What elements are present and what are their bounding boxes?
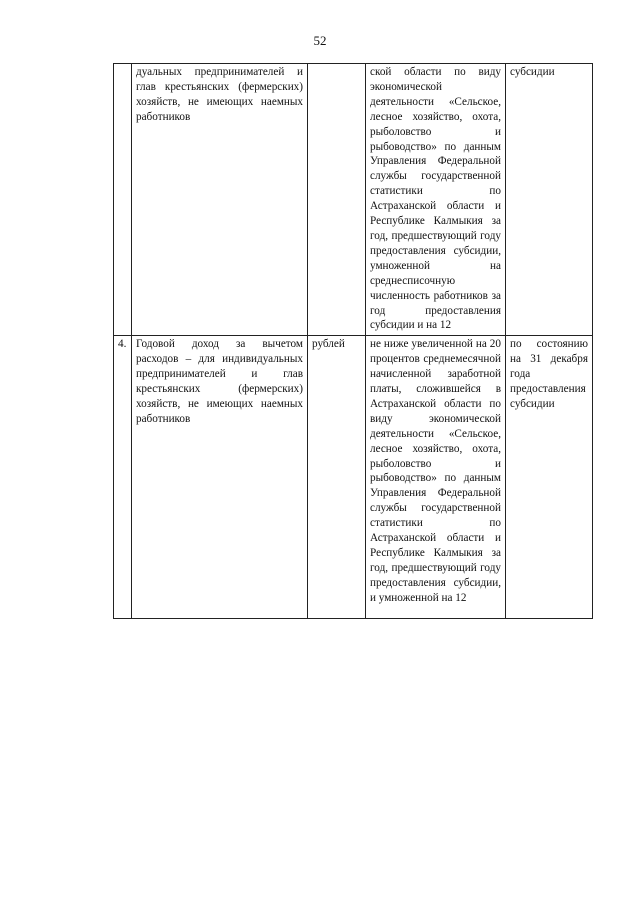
table-row — [114, 64, 593, 336]
table-row — [114, 336, 593, 619]
date-cell: субсидии — [506, 64, 593, 336]
page-number: 52 — [313, 33, 327, 48]
unit-cell — [308, 64, 366, 336]
indicator-cell: дуальных предпринимателей и глав крестьянских (фермерских) хозяйств, не имеющих наемных работников — [132, 64, 308, 336]
date-cell: по состоянию на 31 декабря года предоставления субсидии — [506, 336, 593, 619]
indicator-cell: Годовой доход за вычетом расходов – для индивидуальных предпринимателей и глав крестьянских (фермерских) хозяйств, не имеющих наемных работников — [132, 336, 308, 619]
row-number-cell — [114, 64, 132, 336]
unit-cell: рублей — [308, 336, 366, 619]
value-cell: ской области по виду экономической деятельности «Сельское, лесное хозяйство, охота, рыболовство и рыбоводство» по данным Управления Федеральной службы государственной статистики по Астраханской области и Республике Калмыкия за год, предшествующий году предоставления субсидии, умноженной на среднесписочную численность работников за год предоставления субсидии и на 12 — [366, 64, 506, 336]
criteria-table — [113, 63, 593, 619]
value-cell: не ниже увеличенной на 20 процентов среднемесячной начисленной заработной платы, сложившейся в Астраханской области по виду экономической деятельности «Сельское, лесное хозяйство, охота, рыболовство и рыбоводство» по данным Управления Федеральной службы государственной статистики по Астраханской области и Республике Калмыкия за год, предшествующий году предоставления субсидии, и умноженной на 12 — [366, 336, 506, 619]
row-number-cell: 4. — [114, 336, 132, 619]
